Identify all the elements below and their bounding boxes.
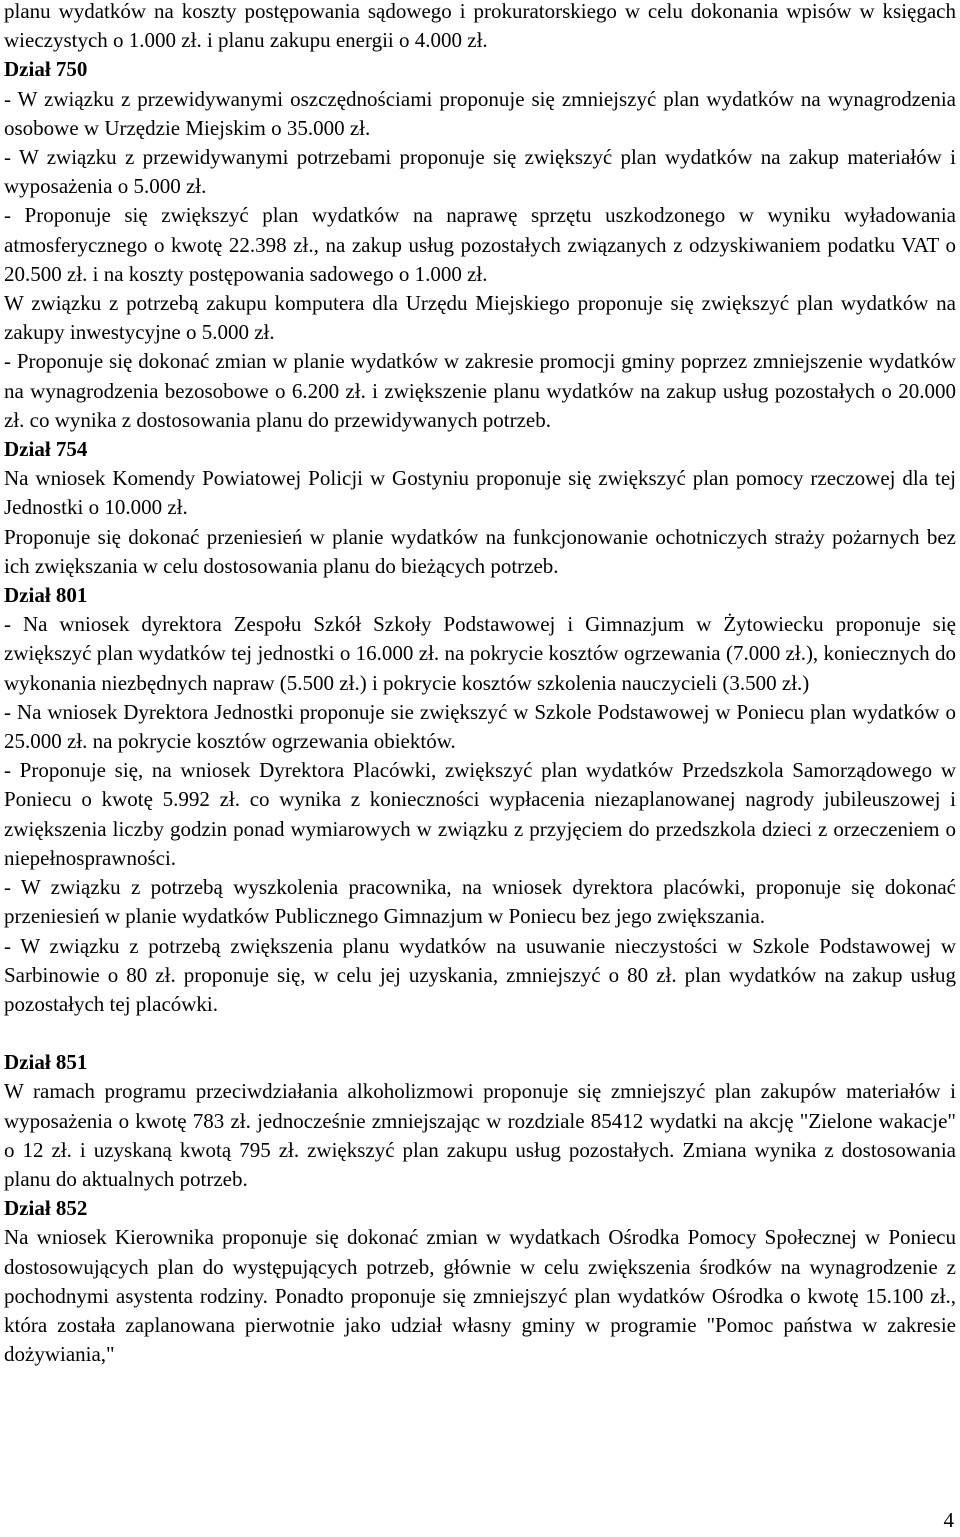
- page-number: 4: [943, 1508, 954, 1532]
- paragraph: planu wydatków na koszty postępowania sądowego i prokuratorskiego w celu dokonania wpisów w księgach wieczystych o 1.000 zł. i planu zakupu energii o 4.000 zł.: [4, 0, 956, 53]
- paragraph: Na wniosek Komendy Powiatowej Policji w Gostyniu proponuje się zwiększyć plan pomocy rzeczowej dla tej Jednostki o 10.000 zł.: [4, 466, 956, 520]
- paragraph: - Na wniosek dyrektora Zespołu Szkół Szkoły Podstawowej i Gimnazjum w Żytowiecku proponuje się zwiększyć plan wydatków tej jednostki o 16.000 zł. na pokrycie kosztów ogrzewania (7.000 zł.), koniecznych do wykonania niezbędnych napraw (5.500 zł.) i pokrycie kosztów szkolenia nauczycieli (3.500 zł.): [4, 612, 956, 695]
- paragraph: - Proponuje się, na wniosek Dyrektora Placówki, zwiększyć plan wydatków Przedszkola Samorządowego w Poniecu o kwotę 5.992 zł. co wynika z konieczności wypłacenia niezaplanowanej nagrody jubileuszowej i zwiększenia liczby godzin ponad wymiarowych w związku z przyjęciem do przedszkola dzieci z orzeczeniem o niepełnosprawności.: [4, 758, 956, 870]
- paragraph: - W związku z potrzebą zwiększenia planu wydatków na usuwanie nieczystości w Szkole Podstawowej w Sarbinowie o 80 zł. proponuje się, w celu jej uzyskania, zmniejszyć o 80 zł. plan wydatków na zakup usług pozostałych tej placówki.: [4, 933, 956, 1016]
- document-body: [4, 0, 956, 1369]
- paragraph: - W związku z przewidywanymi oszczędnościami proponuje się zmniejszyć plan wydatków na wynagrodzenia osobowe w Urzędzie Miejskim o 35.000 zł.: [4, 86, 956, 140]
- section-heading: Dział 750: [4, 57, 88, 82]
- section-heading: Dział 754: [4, 437, 88, 462]
- section-heading: Dział 851: [4, 1050, 88, 1075]
- blank-line: [4, 1019, 956, 1048]
- paragraph: - Proponuje się dokonać zmian w planie wydatków w zakresie promocji gminy poprzez zmniejszenie wydatków na wynagrodzenia bezosobowe o 6.200 zł. i zwiększenie planu wydatków na zakup usług pozostałych o 20.000 zł. co wynika z dostosowania planu do przewidywanych potrzeb.: [4, 349, 956, 432]
- paragraph: - Proponuje się zwiększyć plan wydatków na naprawę sprzętu uszkodzonego w wyniku wyładowania atmosferycznego o kwotę 22.398 zł., na zakup usług pozostałych związanych z odzyskiwaniem podatku VAT o 20.500 zł. i na koszty postępowania sadowego o 1.000 zł.: [4, 203, 956, 286]
- paragraph: W związku z potrzebą zakupu komputera dla Urzędu Miejskiego proponuje się zwiększyć plan wydatków na zakupy inwestycyjne o 5.000 zł.: [4, 291, 956, 345]
- paragraph: - W związku z potrzebą wyszkolenia pracownika, na wniosek dyrektora placówki, proponuje się dokonać przeniesień w planie wydatków Publicznego Gimnazjum w Poniecu bez jego zwiększania.: [4, 875, 956, 929]
- paragraph: W ramach programu przeciwdziałania alkoholizmowi proponuje się zmniejszyć plan zakupów materiałów i wyposażenia o kwotę 783 zł. jednocześnie zmniejszając w rozdziale 85412 wydatki na akcję "Zielone wakacje" o 12 zł. i uzyskaną kwotą 795 zł. zwiększyć plan zakupu usług pozostałych. Zmiana wynika z dostosowania planu do aktualnych potrzeb.: [4, 1079, 956, 1191]
- section-heading: Dział 801: [4, 583, 88, 608]
- paragraph: Proponuje się dokonać przeniesień w planie wydatków na funkcjonowanie ochotniczych straży pożarnych bez ich zwiększania w celu dostosowania planu do bieżących potrzeb.: [4, 524, 956, 578]
- section-heading: Dział 852: [4, 1196, 88, 1221]
- paragraph: Na wniosek Kierownika proponuje się dokonać zmian w wydatkach Ośrodka Pomocy Społecznej w Poniecu dostosowujących plan do występujących potrzeb, głównie w celu zwiększenia środków na wynagrodzenie z pochodnymi asystenta rodziny. Ponadto proponuje się zmniejszyć plan wydatków Ośrodka o kwotę 15.100 zł., która została zaplanowana pierwotnie jako udział własny gminy w programie "Pomoc państwa w zakresie dożywiania,": [4, 1225, 956, 1367]
- paragraph: - W związku z przewidywanymi potrzebami proponuje się zwiększyć plan wydatków na zakup materiałów i wyposażenia o 5.000 zł.: [4, 145, 956, 199]
- paragraph: - Na wniosek Dyrektora Jednostki proponuje sie zwiększyć w Szkole Podstawowej w Poniecu plan wydatków o 25.000 zł. na pokrycie kosztów ogrzewania obiektów.: [4, 699, 956, 754]
